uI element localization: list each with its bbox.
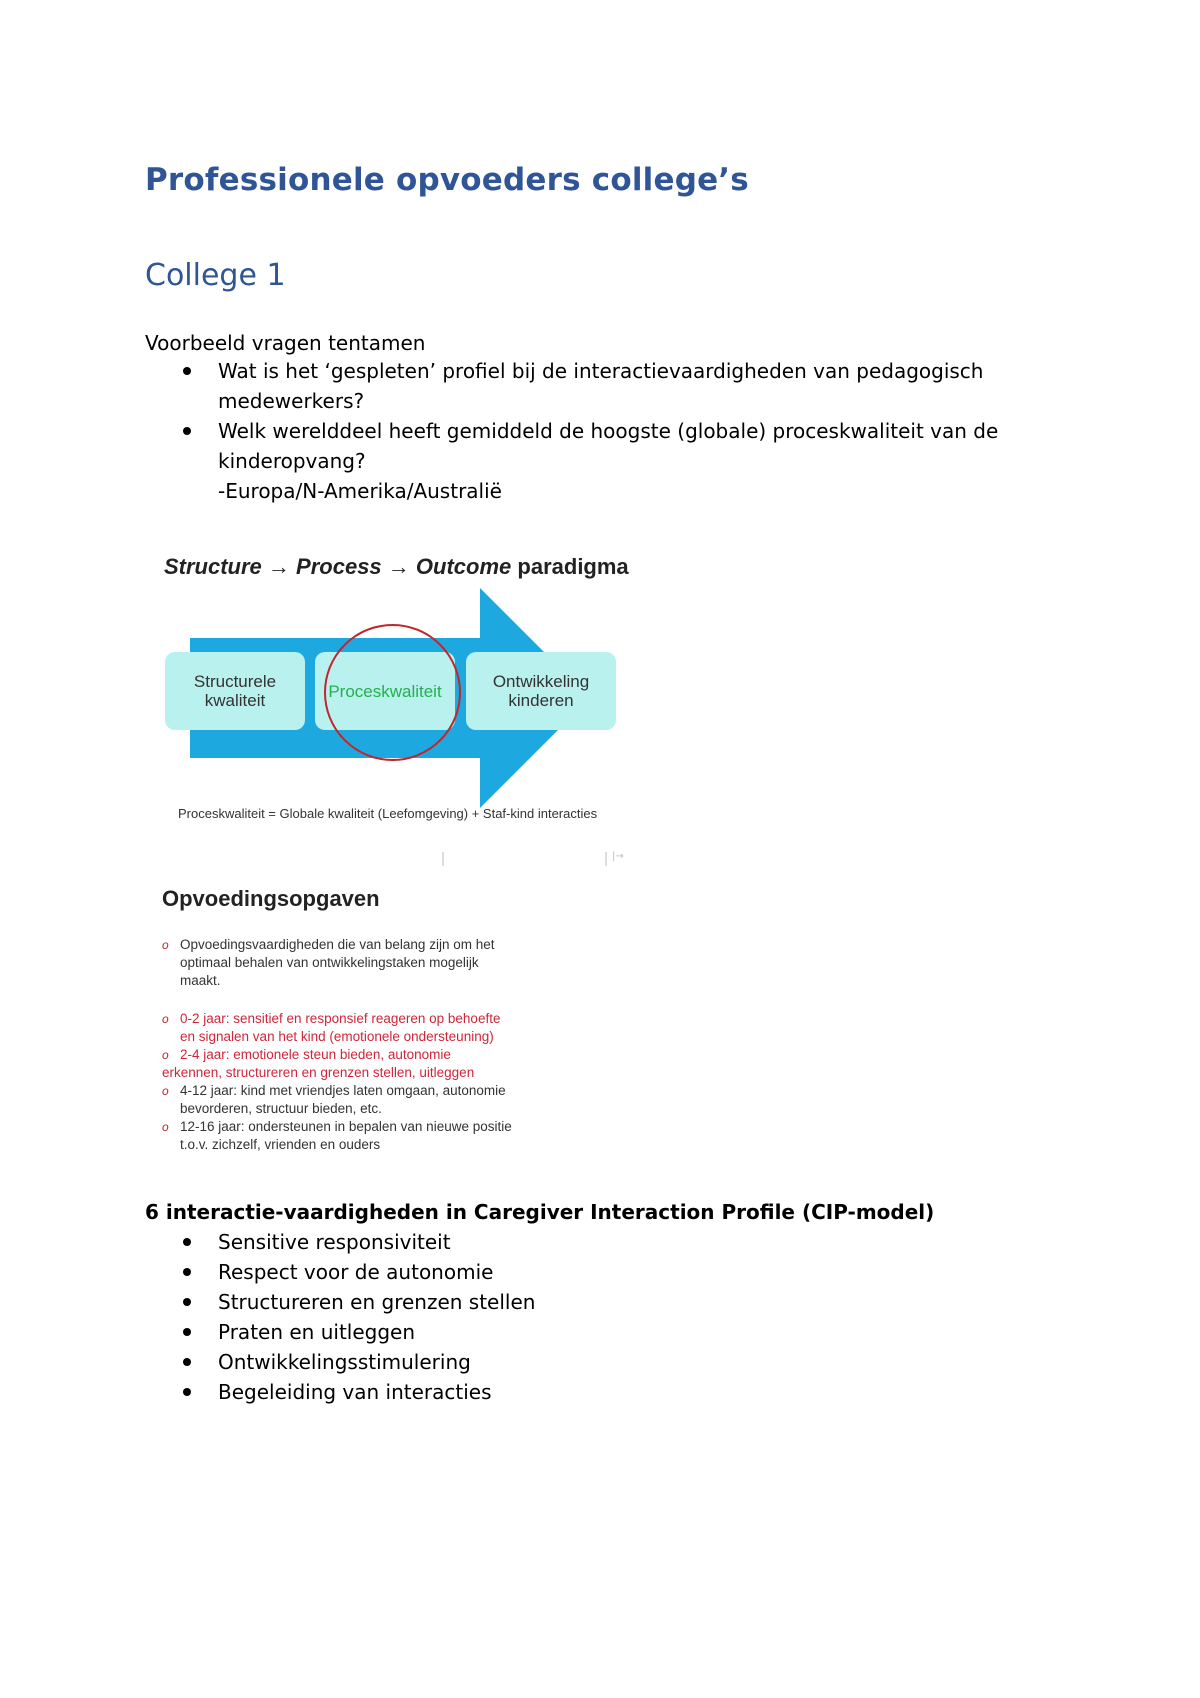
figure-title-arrow: → (387, 554, 410, 579)
list-item: Ontwikkelingsstimulering (145, 1347, 845, 1377)
skills-heading: 6 interactie-vaardigheden in Caregiver Interaction Profile (CIP-model) (145, 1200, 935, 1224)
box-label-line: Structurele (193, 672, 277, 691)
figure-list (162, 936, 702, 1154)
list-item: Sensitive responsiviteit (145, 1227, 845, 1257)
bullet-icon: o (162, 1012, 169, 1026)
list-item (162, 1010, 702, 1046)
structure-process-outcome-figure (150, 540, 670, 830)
list-item-line: en signalen van het kind (emotionele ondersteuning) (180, 1029, 494, 1044)
skills-list (145, 1227, 845, 1407)
list-item: Respect voor de autonomie (145, 1257, 845, 1287)
list-item-line: erkennen, structureren en grenzen stellen, uitleggen (162, 1065, 475, 1080)
document-title: Professionele opvoeders college’s (145, 162, 749, 198)
box-label-line: Ontwikkeling (492, 672, 590, 691)
stray-mark (442, 852, 444, 866)
figure-caption: Proceskwaliteit = Globale kwaliteit (Leefomgeving) + Staf-kind interacties (178, 806, 598, 821)
list-item-line: 0-2 jaar: sensitief en responsief reageren op behoefte (180, 1011, 501, 1026)
section-title: College 1 (145, 258, 286, 293)
highlight-circle (324, 624, 461, 761)
list-item: Begeleiding van interacties (145, 1377, 845, 1407)
bullet-icon: o (162, 938, 169, 952)
list-item-line: Opvoedingsvaardigheden die van belang zijn om het (180, 937, 495, 952)
stray-mark (605, 852, 607, 866)
list-item: Structureren en grenzen stellen (145, 1287, 845, 1317)
list-item-line: t.o.v. zichzelf, vrienden en ouders (180, 1137, 381, 1152)
list-item-line: 4-12 jaar: kind met vriendjes laten omgaan, autonomie (180, 1083, 506, 1098)
figure-title (164, 554, 629, 580)
question-answer: -Europa/N-Amerika/Australië (218, 479, 502, 503)
list-item (162, 1082, 702, 1118)
exam-questions-label: Voorbeeld vragen tentamen (145, 331, 426, 355)
box-label: Proceskwaliteit (328, 681, 442, 701)
figure-title-outcome: Outcome (415, 554, 512, 579)
list-item (145, 356, 1025, 416)
list-item-line: 12-16 jaar: ondersteunen in bepalen van nieuwe positie (180, 1119, 512, 1134)
opvoedingsopgaven-figure (150, 880, 710, 1170)
figure-title-suffix: paradigma (517, 554, 629, 579)
question-text: Wat is het ‘gespleten’ profiel bij de interactievaardigheden van pedagogisch medewerkers? (218, 359, 984, 413)
bullet-icon: o (162, 1048, 169, 1062)
exam-questions-list (145, 356, 1025, 506)
list-item (162, 1046, 702, 1082)
box-label-line: kinderen (508, 691, 574, 710)
list-item-line: optimaal behalen van ontwikkelingstaken mogelijk (180, 955, 479, 970)
question-text: Welk werelddeel heeft gemiddeld de hoogste (globale) proceskwaliteit van de kinderopvang? (218, 419, 999, 473)
list-item: Praten en uitleggen (145, 1317, 845, 1347)
figure-title-structure: Structure (164, 554, 262, 579)
structural-quality-box (165, 652, 305, 730)
figure-title-process: Process (296, 554, 382, 579)
stray-mark-text: |→ (612, 851, 624, 862)
figure-title: Opvoedingsopgaven (162, 886, 380, 911)
list-item-line: 2-4 jaar: emotionele steun bieden, autonomie (180, 1047, 451, 1062)
list-item-line: bevorderen, structuur bieden, etc. (180, 1101, 382, 1116)
box-label-line: kwaliteit (204, 691, 266, 710)
list-item (145, 416, 1025, 506)
child-development-box (466, 652, 616, 730)
bullet-icon: o (162, 1120, 169, 1134)
list-item-line: maakt. (180, 973, 221, 988)
bullet-icon: o (162, 1084, 169, 1098)
figure-title-arrow: → (267, 554, 290, 579)
list-item (162, 1118, 702, 1154)
list-item (162, 936, 702, 990)
